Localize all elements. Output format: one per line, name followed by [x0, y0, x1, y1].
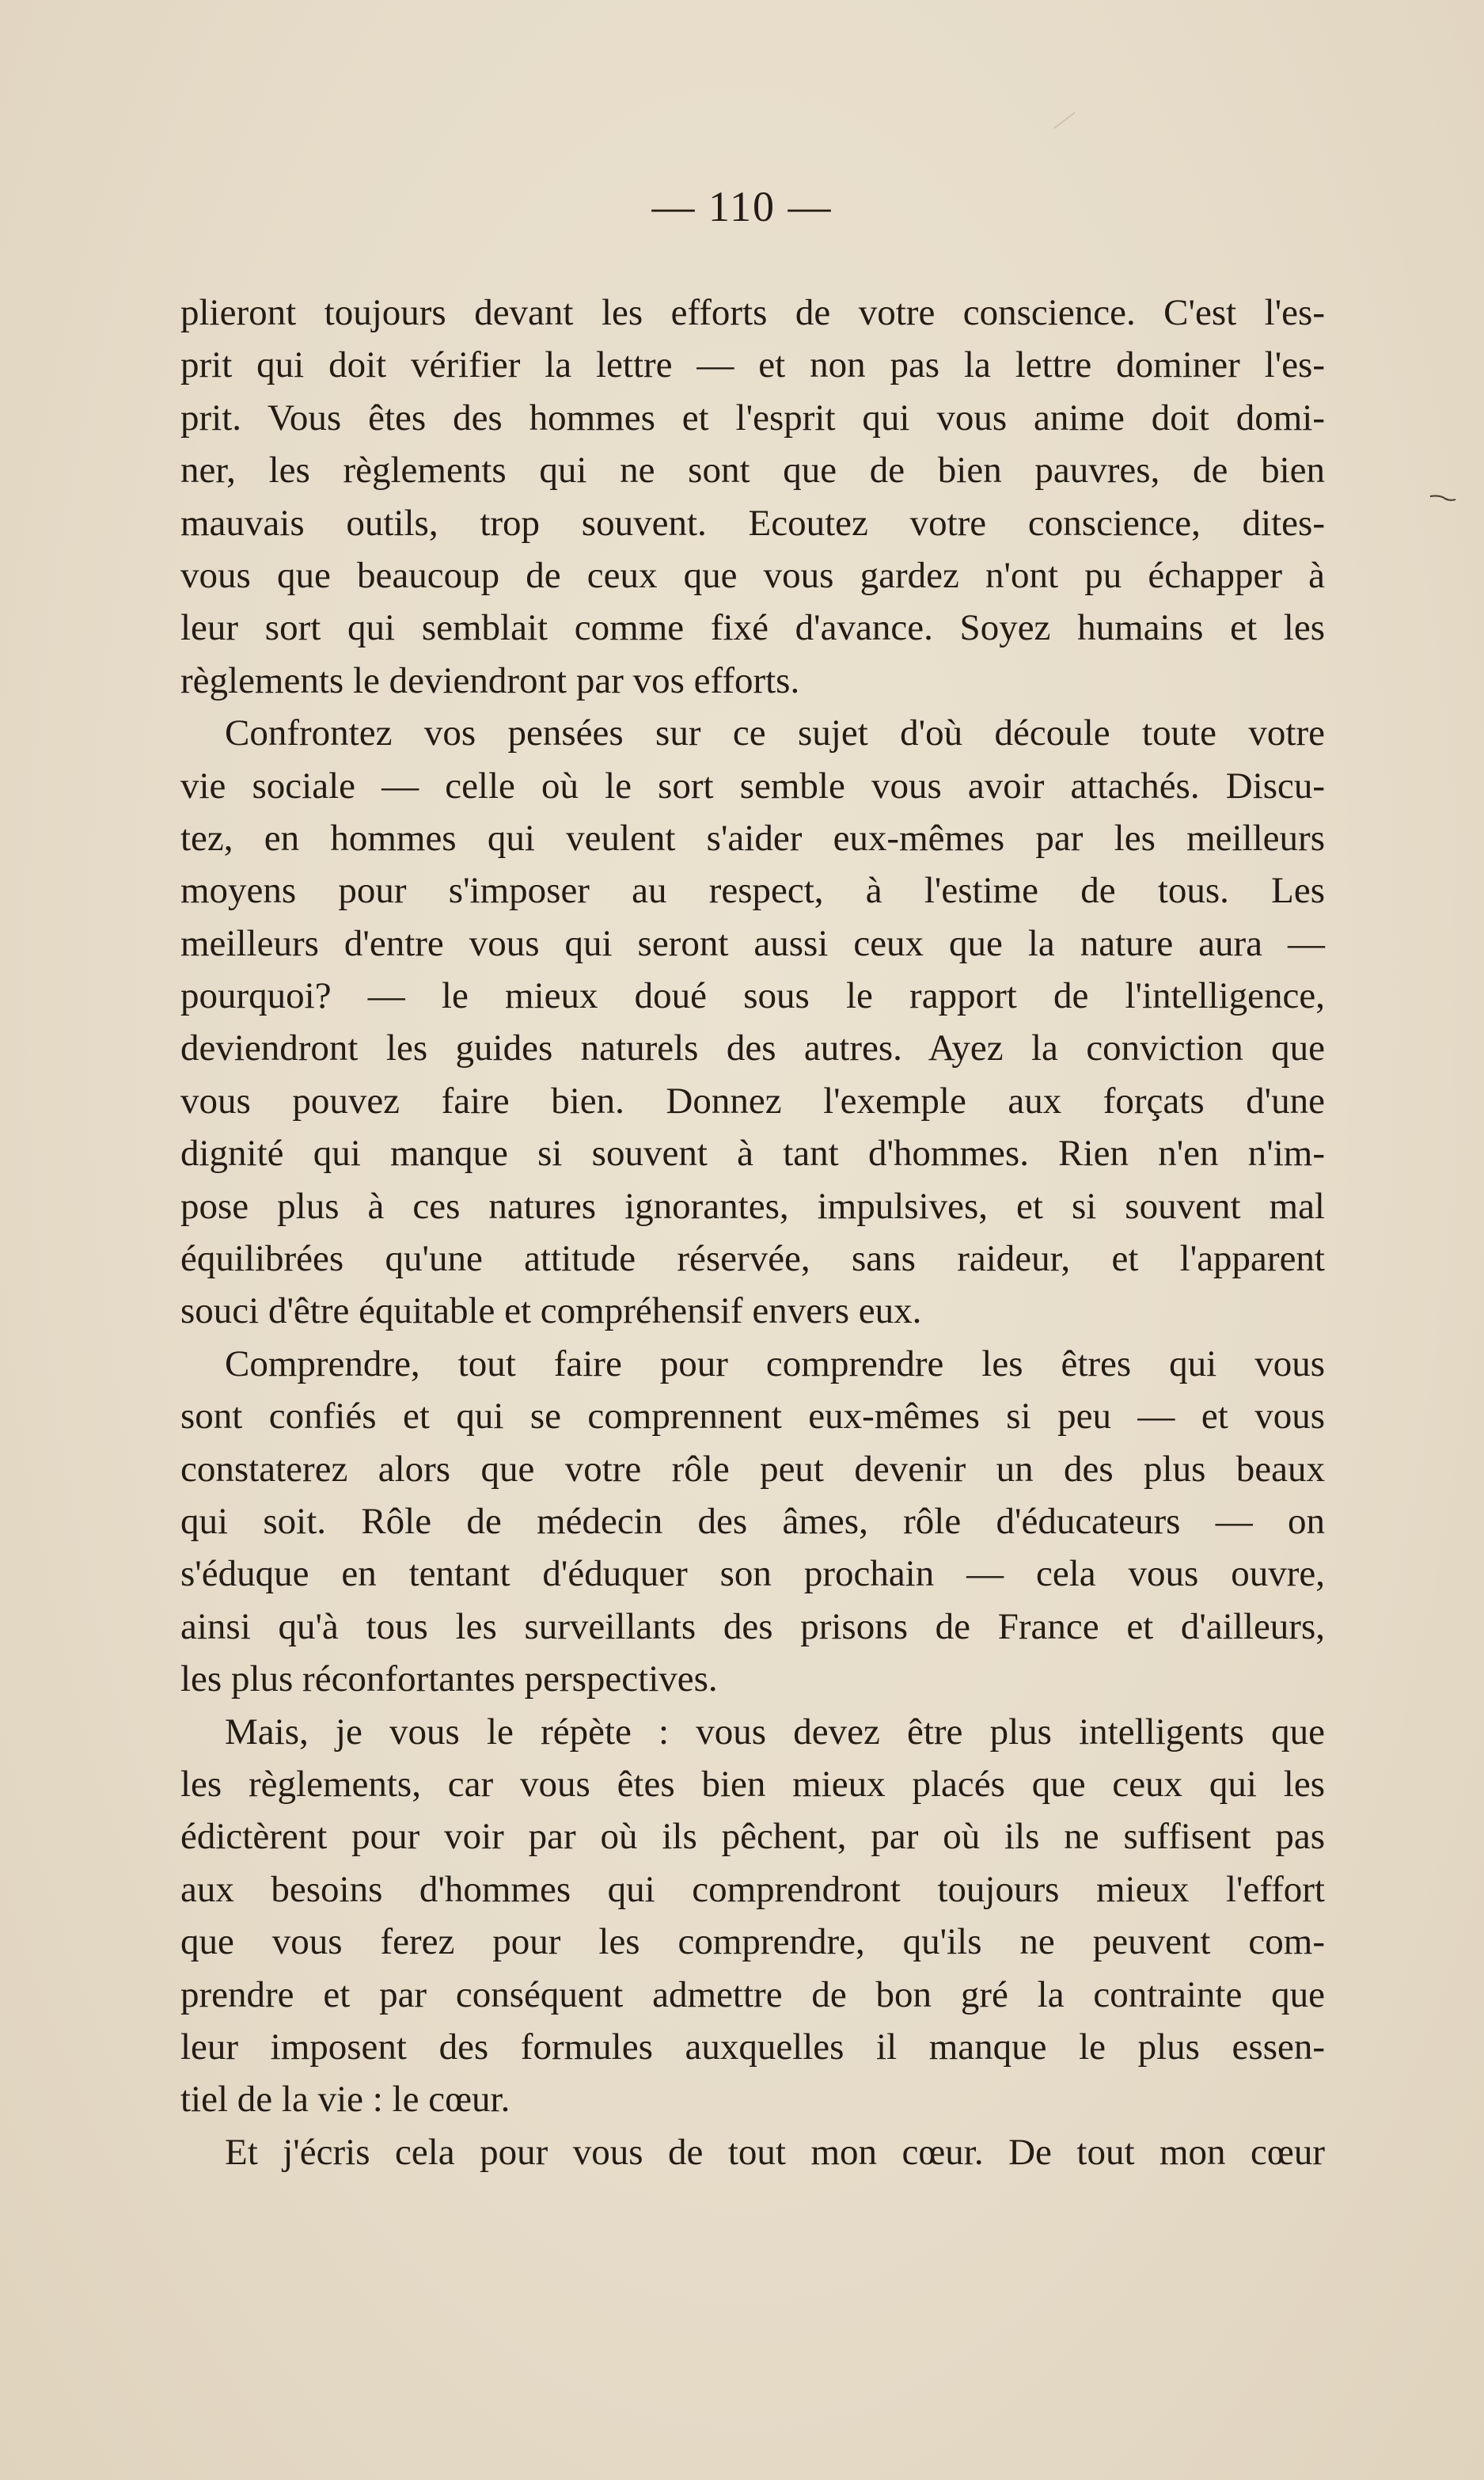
text-line: tez, en hommes qui veulent s'aider eux-mêmes par les meilleurs: [180, 817, 1325, 859]
text-line: vous que beaucoup de ceux que vous gardez n'ont pu échapper à: [180, 554, 1325, 596]
text-line: règlements le deviendront par vos efforts.: [180, 659, 800, 701]
text-line: pose plus à ces natures ignorantes, impulsives, et si souvent mal: [180, 1185, 1325, 1227]
text-line: que vous ferez pour les comprendre, qu'ils ne peuvent com-: [180, 1921, 1325, 1963]
text-line: deviendront les guides naturels des autres. Ayez la conviction que: [180, 1027, 1325, 1069]
text-line: meilleurs d'entre vous qui seront aussi ceux que la nature aura —: [180, 922, 1325, 964]
text-line: les plus réconfortantes perspectives.: [180, 1658, 718, 1700]
body-text: [180, 287, 1325, 2178]
text-line: tiel de la vie : le cœur.: [180, 2079, 510, 2121]
text-line: Et j'écris cela pour vous de tout mon cœur. De tout mon cœur: [225, 2131, 1325, 2173]
text-line: Comprendre, tout faire pour comprendre les êtres qui vous: [225, 1343, 1325, 1384]
text-line: édictèrent pour voir par où ils pêchent, par où ils ne suffisent pas: [180, 1816, 1325, 1858]
text-line: équilibrées qu'une attitude réservée, sans raideur, et l'apparent: [180, 1238, 1325, 1280]
text-line: prendre et par conséquent admettre de bon gré la contrainte que: [180, 1973, 1325, 2015]
text-line: sont confiés et qui se comprennent eux-mêmes si peu — et vous: [180, 1396, 1325, 1437]
text-line: vie sociale — celle où le sort semble vous avoir attachés. Discu-: [180, 765, 1325, 807]
text-line: vous pouvez faire bien. Donnez l'exemple aux forçats d'une: [180, 1080, 1325, 1122]
text-line: Confrontez vos pensées sur ce sujet d'où découle toute votre: [225, 712, 1325, 754]
text-line: moyens pour s'imposer au respect, à l'estime de tous. Les: [180, 870, 1325, 912]
text-line: qui soit. Rôle de médecin des âmes, rôle d'éducateurs — on: [180, 1500, 1325, 1542]
text-line: constaterez alors que votre rôle peut devenir un des plus beaux: [180, 1448, 1325, 1490]
text-line: les règlements, car vous êtes bien mieux placés que ceux qui les: [180, 1763, 1325, 1805]
text-line: prit qui doit vérifier la lettre — et non pas la lettre dominer l'es-: [180, 344, 1325, 386]
text-line: s'éduque en tentant d'éduquer son prochain — cela vous ouvre,: [180, 1553, 1325, 1595]
text-line: souci d'être équitable et compréhensif envers eux.: [180, 1290, 922, 1332]
text-line: plieront toujours devant les efforts de votre conscience. C'est l'es-: [180, 292, 1325, 333]
text-line: dignité qui manque si souvent à tant d'hommes. Rien n'en n'im-: [180, 1133, 1325, 1175]
page-number: — 110 —: [651, 183, 833, 230]
text-line: prit. Vous êtes des hommes et l'esprit qui vous anime doit domi-: [180, 397, 1325, 439]
text-line: aux besoins d'hommes qui comprendront toujours mieux l'effort: [180, 1868, 1325, 1910]
text-line: mauvais outils, trop souvent. Ecoutez votre conscience, dites-: [180, 502, 1325, 544]
text-line: leur imposent des formules auxquelles il manque le plus essen-: [180, 2026, 1325, 2068]
paper-crease-mark: [1053, 111, 1076, 130]
margin-pencil-mark: [1429, 494, 1456, 502]
text-line: ner, les règlements qui ne sont que de bien pauvres, de bien: [180, 450, 1325, 492]
text-line: Mais, je vous le répète : vous devez être plus intelligents que: [225, 1711, 1325, 1753]
text-line: leur sort qui semblait comme fixé d'avance. Soyez humains et les: [180, 607, 1325, 649]
text-line: ainsi qu'à tous les surveillants des prisons de France et d'ailleurs,: [180, 1605, 1325, 1647]
text-line: pourquoi? — le mieux doué sous le rapport de l'intelligence,: [180, 975, 1325, 1017]
